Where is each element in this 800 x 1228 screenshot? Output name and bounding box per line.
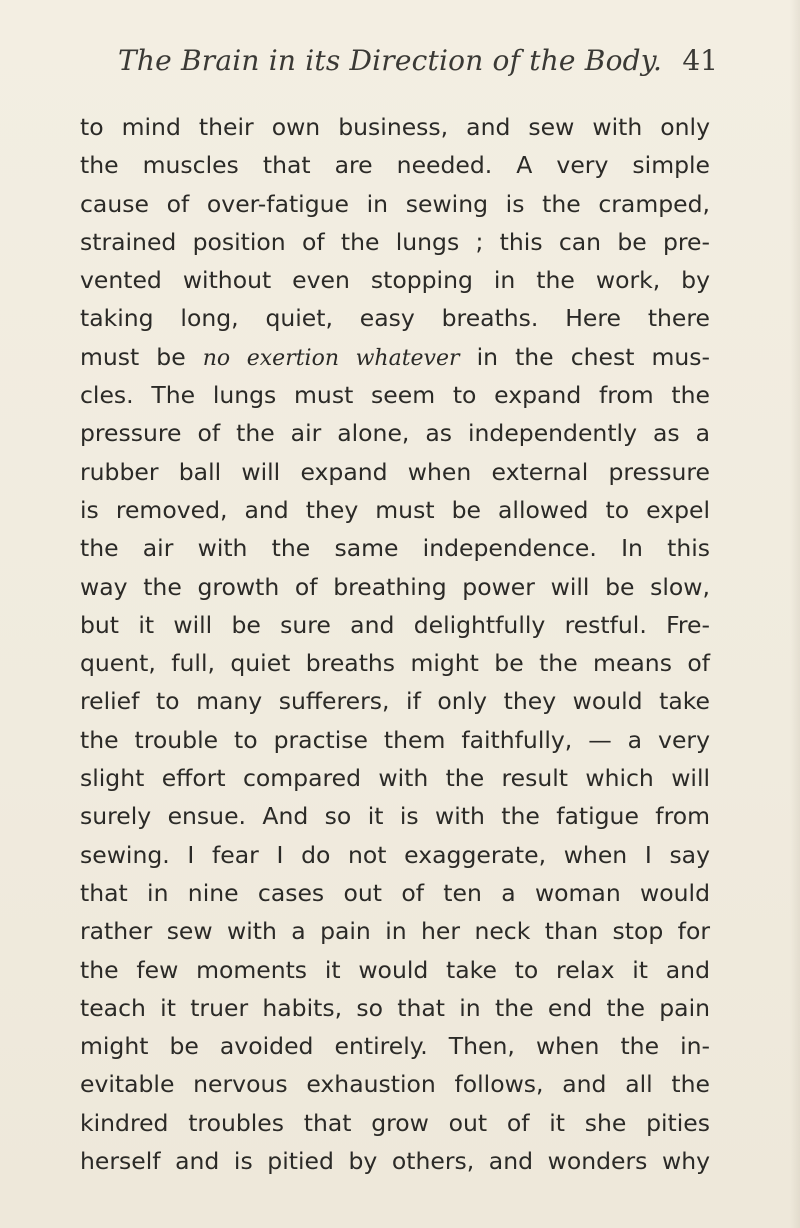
text-line [80,568,710,606]
text-line-segment: cles. The lungs must seem to expand from the [80,381,710,410]
text-line-segment: sewing. I fear I do not exaggerate, when I say [80,840,710,869]
running-head [118,44,718,84]
text-line-segment: rubber ball will expand when external pressure [80,457,710,486]
text-line-segment: that in nine cases out of ten a woman would [80,878,710,907]
text-line-segment: surely ensue. And so it is with the fatigue from [80,802,710,831]
running-title: The Brain in its Direction of the Body. [118,44,663,77]
text-line [80,836,710,874]
body-text [80,108,710,1180]
text-line [80,223,710,261]
text-line [80,721,710,759]
text-line [80,146,710,184]
text-line-segment: slight effort compared with the result which will [80,764,710,793]
text-line [80,874,710,912]
text-line-segment: relief to many sufferers, if only they would take [80,687,710,716]
text-line [80,261,710,299]
text-line [80,299,710,337]
text-line-segment: way the growth of breathing power will be slow, [80,572,710,601]
page-number: 41 [682,44,718,77]
text-line-segment: teach it truer habits, so that in the end the pain [80,993,710,1022]
text-line [80,644,710,682]
text-line [80,1142,710,1180]
text-line [80,529,710,567]
text-line [80,108,710,146]
text-line-segment: is removed, and they must be allowed to expel [80,495,710,524]
text-line-segment: pressure of the air alone, as independently as a [80,419,710,448]
text-line-segment: vented without even stopping in the work, by [80,266,710,295]
text-line-segment: to mind their own business, and sew with only [80,113,710,141]
text-line-segment: the trouble to practise them faithfully, — a very [80,725,710,754]
text-line-segment: but it will be sure and delightfully restful. Fre- [80,610,710,639]
page-edge-shadow [790,0,800,1228]
text-line [80,453,710,491]
text-line [80,376,710,414]
text-line [80,912,710,950]
text-line [80,759,710,797]
text-line [80,1065,710,1103]
text-line-segment: strained position of the lungs ; this can be pre- [80,227,710,256]
text-line-segment: taking long, quiet, easy breaths. Here there [80,304,710,333]
text-line [80,1104,710,1142]
text-line-segment: might be avoided entirely. Then, when the in- [80,1032,710,1061]
text-line [80,414,710,452]
text-line [80,1027,710,1065]
text-line-segment: the air with the same independence. In this [80,534,710,563]
text-line-segment: kindred troubles that grow out of it she pities [80,1108,710,1137]
text-line [80,338,710,376]
text-line [80,797,710,835]
text-line-segment: herself and is pitied by others, and wonders why [80,1147,710,1176]
text-line-segment: the few moments it would take to relax it and [80,955,710,984]
text-line-segment: rather sew with a pain in her neck than stop for [80,917,710,946]
text-line [80,185,710,223]
italic-emphasis: no exertion whatever [202,345,460,371]
text-line-segment: the muscles that are needed. A very simple [80,151,710,180]
text-line [80,682,710,720]
text-line [80,606,710,644]
text-line-segment: quent, full, quiet breaths might be the means of [80,649,710,678]
text-line-segment: in the chest mus- [459,342,710,371]
text-line [80,951,710,989]
text-line [80,491,710,529]
text-line [80,989,710,1027]
text-line-segment: cause of over-fatigue in sewing is the cramped, [80,189,710,218]
text-line-segment: must be [80,342,203,371]
text-line-segment: evitable nervous exhaustion follows, and all the [80,1070,710,1099]
